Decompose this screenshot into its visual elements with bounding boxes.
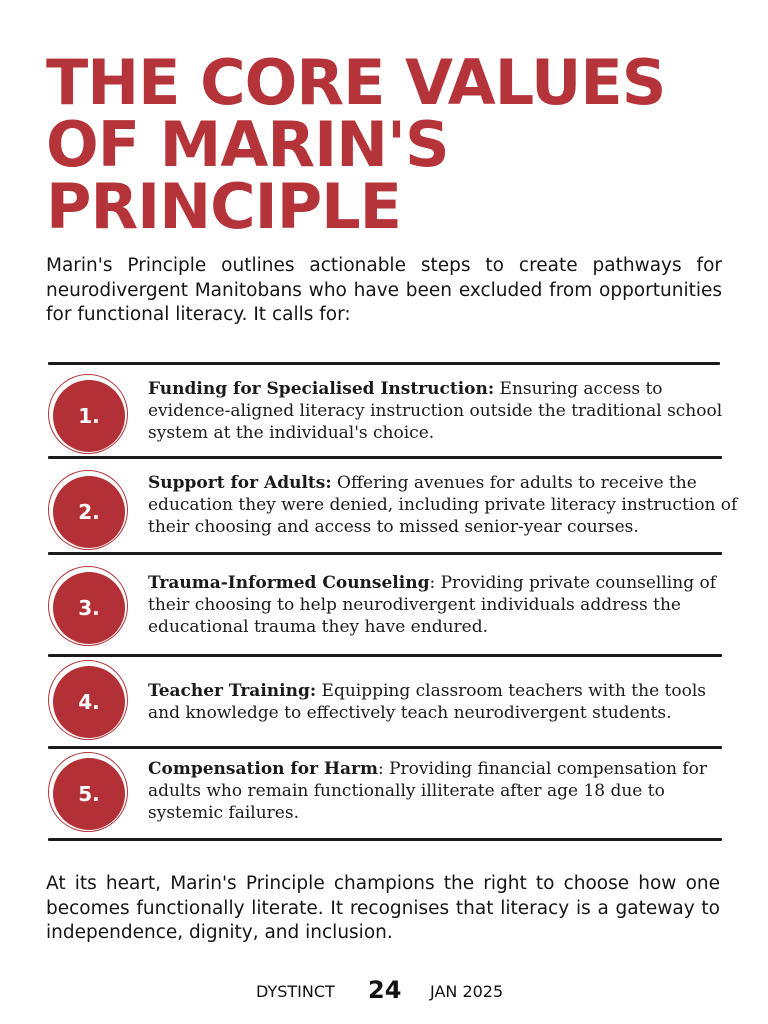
number-badge: [48, 470, 130, 552]
divider: [48, 838, 722, 841]
divider: [48, 746, 722, 749]
badge-number: 2.: [78, 500, 100, 524]
divider: [48, 552, 722, 555]
title-line-2: OF MARIN'S: [46, 108, 449, 181]
value-text: [148, 378, 738, 444]
divider: [48, 654, 722, 657]
number-badge: [48, 566, 130, 648]
number-badge: [48, 660, 130, 742]
value-heading: Trauma-Informed Counseling: [148, 573, 430, 593]
value-heading: Teacher Training:: [148, 681, 317, 701]
magazine-name: DYSTINCT: [256, 982, 335, 1001]
divider: [48, 456, 722, 459]
value-body: Offering avenues for adults to receive the education they were denied, including private literacy instruction of their choosing and access to missed senior-year courses.: [148, 473, 738, 537]
value-heading: Funding for Specialised Instruction:: [148, 379, 495, 399]
value-body: Ensuring access to evidence-aligned literacy instruction outside the traditional school system at the individual's choice.: [148, 379, 723, 443]
value-heading: Compensation for Harm: [148, 759, 378, 779]
value-text: [148, 572, 738, 638]
page-number: 24: [368, 976, 402, 1004]
title-line-3: PRINCIPLE: [46, 170, 402, 243]
value-body: : Providing financial compensation for adults who remain functionally illiterate after age 18 due to systemic failures.: [148, 759, 707, 823]
badge-number: 3.: [78, 596, 100, 620]
divider: [48, 362, 720, 365]
intro-paragraph: Marin's Principle outlines actionable steps to create pathways for neurodivergent Manitobans who have been excluded from opportunities for functional literacy. It calls for:: [46, 255, 722, 325]
value-text: [148, 472, 738, 538]
page-footer: [0, 974, 768, 1008]
number-badge: [48, 374, 130, 456]
badge-number: 5.: [78, 782, 100, 806]
badge-number: 4.: [78, 690, 100, 714]
value-body: : Providing private counselling of their choosing to help neurodivergent individuals address the educational trauma they have endured.: [148, 573, 717, 637]
value-text: [148, 758, 738, 824]
closing-paragraph: At its heart, Marin's Principle champions the right to choose how one becomes functionally literate. It recognises that literacy is a gateway to independence, dignity, and inclusion.: [46, 873, 720, 943]
value-heading: Support for Adults:: [148, 473, 332, 493]
value-text: [148, 680, 738, 724]
issue-date: JAN 2025: [430, 982, 504, 1001]
page-title: [46, 46, 746, 243]
badge-number: 1.: [78, 404, 100, 428]
number-badge: [48, 752, 130, 834]
value-body: Equipping classroom teachers with the tools and knowledge to effectively teach neurodivergent students.: [148, 681, 706, 723]
title-line-1: THE CORE VALUES: [46, 46, 666, 119]
